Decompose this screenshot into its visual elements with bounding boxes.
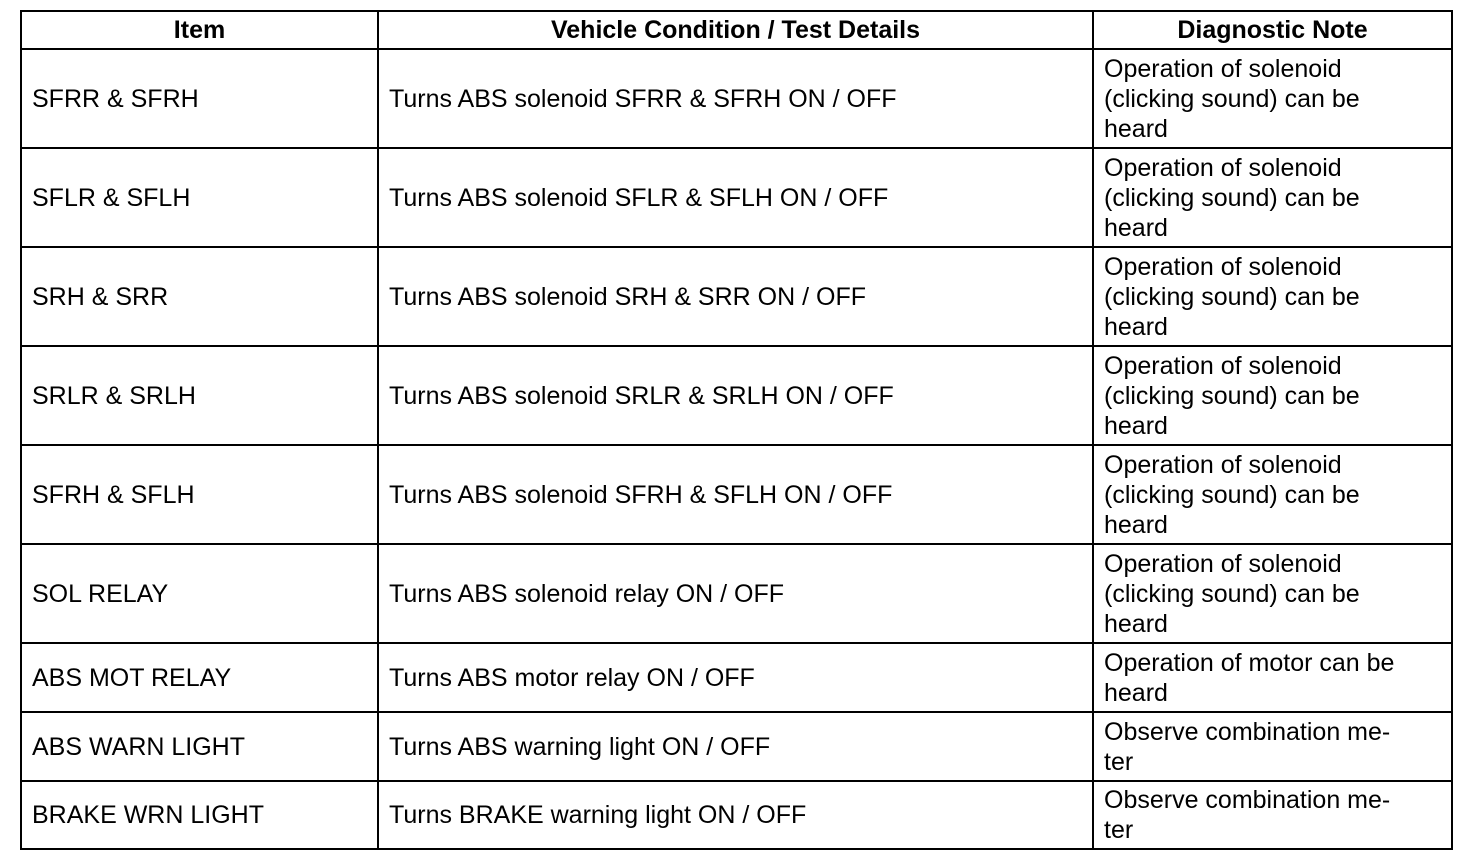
table-row [21,544,1452,643]
cell-note: Operation of solenoid (clicking sound) can be heard [1093,247,1452,346]
cell-item: SFRH & SFLH [21,445,378,544]
cell-details: Turns ABS solenoid relay ON / OFF [378,544,1093,643]
cell-note: Operation of solenoid (clicking sound) can be heard [1093,148,1452,247]
diagnostic-table [20,10,1453,850]
table-row [21,346,1452,445]
cell-note: Observe combination me- ter [1093,712,1452,781]
table-row [21,643,1452,712]
table-row [21,712,1452,781]
cell-note: Operation of solenoid (clicking sound) can be heard [1093,49,1452,148]
cell-item: SOL RELAY [21,544,378,643]
header-row [21,11,1452,49]
cell-item: BRAKE WRN LIGHT [21,781,378,849]
cell-details: Turns ABS solenoid SRH & SRR ON / OFF [378,247,1093,346]
cell-details: Turns ABS solenoid SRLR & SRLH ON / OFF [378,346,1093,445]
cell-details: Turns BRAKE warning light ON / OFF [378,781,1093,849]
header-diagnostic-note: Diagnostic Note [1093,11,1452,49]
cell-note: Operation of solenoid (clicking sound) can be heard [1093,346,1452,445]
cell-item: ABS WARN LIGHT [21,712,378,781]
cell-item: SRLR & SRLH [21,346,378,445]
header-item: Item [21,11,378,49]
cell-note: Operation of solenoid (clicking sound) can be heard [1093,445,1452,544]
cell-details: Turns ABS motor relay ON / OFF [378,643,1093,712]
table-row [21,445,1452,544]
cell-details: Turns ABS solenoid SFRH & SFLH ON / OFF [378,445,1093,544]
header-vehicle-condition: Vehicle Condition / Test Details [378,11,1093,49]
cell-details: Turns ABS solenoid SFLR & SFLH ON / OFF [378,148,1093,247]
cell-details: Turns ABS solenoid SFRR & SFRH ON / OFF [378,49,1093,148]
cell-note: Observe combination me- ter [1093,781,1452,849]
cell-item: ABS MOT RELAY [21,643,378,712]
cell-details: Turns ABS warning light ON / OFF [378,712,1093,781]
cell-item: SRH & SRR [21,247,378,346]
cell-note: Operation of motor can be heard [1093,643,1452,712]
table-row [21,781,1452,849]
cell-note: Operation of solenoid (clicking sound) can be heard [1093,544,1452,643]
cell-item: SFRR & SFRH [21,49,378,148]
table-row [21,247,1452,346]
table-row [21,148,1452,247]
cell-item: SFLR & SFLH [21,148,378,247]
table-row [21,49,1452,148]
